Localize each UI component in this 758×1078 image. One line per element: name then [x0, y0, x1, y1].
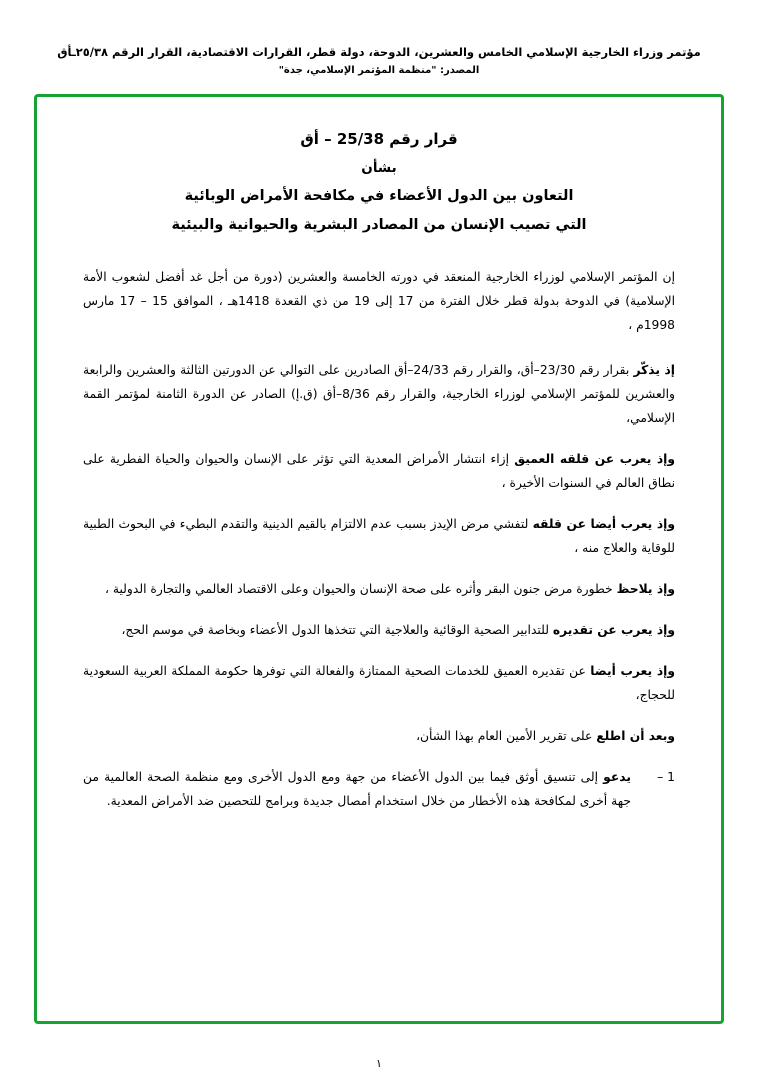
- header-source-line: المصدر: "منظمة المؤتمر الإسلامي، جدة": [278, 65, 480, 77]
- paragraph-lead: وإذ يعرب أيضا عن قلقه: [532, 516, 675, 531]
- paragraph: [83, 448, 675, 496]
- list-item-text: إلى تنسيق أوثق فيما بين الدول الأعضاء من جهة ومع الدول الأخرى ومع منظمة الصحة العالمية من جهة أخرى لمكافحة هذه الأخطار من خلال استخدام أمصال جديدة وبرامج للتحصين ضد الأمراض المعدية.: [83, 769, 631, 808]
- paragraph-lead: وبعد أن اطلع: [596, 728, 675, 743]
- resolution-number: قرار رقم 25/38 – أق: [300, 130, 458, 149]
- paragraph: [83, 725, 675, 749]
- document-header: [34, 44, 724, 80]
- paragraph-lead: وإذ يعرب عن قلقه العميق: [514, 451, 676, 466]
- paragraph: [83, 660, 675, 708]
- paragraph-lead: وإذ يلاحظ: [616, 581, 675, 596]
- title-block: [83, 125, 675, 240]
- paragraph-text: إزاء انتشار الأمراض المعدية التي تؤثر على الإنسان والحيوان والحياة الفطرية على نطاق العالم في السنوات الأخيرة ،: [83, 451, 675, 490]
- paragraph: [83, 619, 675, 643]
- paragraph: [83, 578, 675, 602]
- paragraph-lead: وإذ يعرب أيضا: [590, 663, 675, 678]
- paragraph-text: على تقرير الأمين العام بهذا الشأن،: [416, 728, 597, 743]
- paragraph-text: لتفشي مرض الإيدز بسبب عدم الالتزام بالقيم الدينية والتقدم البطيء في البحوث الطبية للوقاية والعلاج منه ،: [83, 516, 675, 555]
- paragraph-text: عن تقديره العميق للخدمات الصحية الممتازة والفعالة التي توفرها حكومة المملكة العربية السعودية للحجاج،: [83, 663, 675, 702]
- document-frame: [34, 94, 724, 1024]
- list-item: [83, 766, 675, 814]
- header-conference-line: مؤتمر وزراء الخارجية الإسلامي الخامس والعشرين، الدوحة، دولة قطر، القرارات الاقتصادية، القرار الرقم ٢٥/٣٨ـأق: [57, 45, 701, 59]
- page-number: ١: [376, 1057, 382, 1070]
- list-item-lead: يدعو: [603, 769, 631, 784]
- paragraph: [83, 359, 675, 431]
- paragraph: [83, 266, 675, 338]
- paragraph-lead: إذ يذكّر: [633, 363, 676, 377]
- paragraph-lead: وإذ يعرب عن تقديره: [552, 622, 675, 637]
- document-body: [83, 266, 675, 813]
- regarding-label: بشأن: [361, 159, 397, 176]
- paragraph-text: إن المؤتمر الإسلامي لوزراء الخارجية المنعقد في دورته الخامسة والعشرين (دورة من أجل غد أفضل لشعوب الأمة الإسلامية) في الدوحة بدولة قطر خلال الفترة من 17 إلى 19 من ذي القعدة 1418هـ ، الموافق 15 – 17 مارس 1998م ،: [83, 270, 676, 333]
- topic-line-1: التعاون بين الدول الأعضاء في مكافحة الأمراض الوبائية: [184, 188, 574, 205]
- paragraph: [83, 513, 675, 561]
- topic-line-2: التي تصيب الإنسان من المصادر البشرية والحيوانية والبيئية: [171, 217, 587, 234]
- paragraph-text: خطورة مرض جنون البقر وأثره على صحة الإنسان والحيوان وعلى الاقتصاد العالمي والتجارة الدولية ،: [105, 581, 617, 596]
- paragraph-text: للتدابير الصحية الوقائية والعلاجية التي تتخذها الدول الأعضاء وبخاصة في موسم الحج،: [121, 622, 553, 637]
- paragraph-text: بقرار رقم 23/30–أق، والقرار رقم 24/33–أق الصادرين على التوالي عن الدورتين الثالثة والعشرين والرابعة والعشرين للمؤتمر الإسلامي لوزراء الخارجية، والقرار رقم 8/36–أق (ق.إ) الصادر عن الدورة الثامنة لمؤتمر القمة الإسلامي،: [83, 363, 675, 425]
- list-item-text-container: [83, 766, 631, 814]
- list-item-number: 1 –: [657, 769, 675, 784]
